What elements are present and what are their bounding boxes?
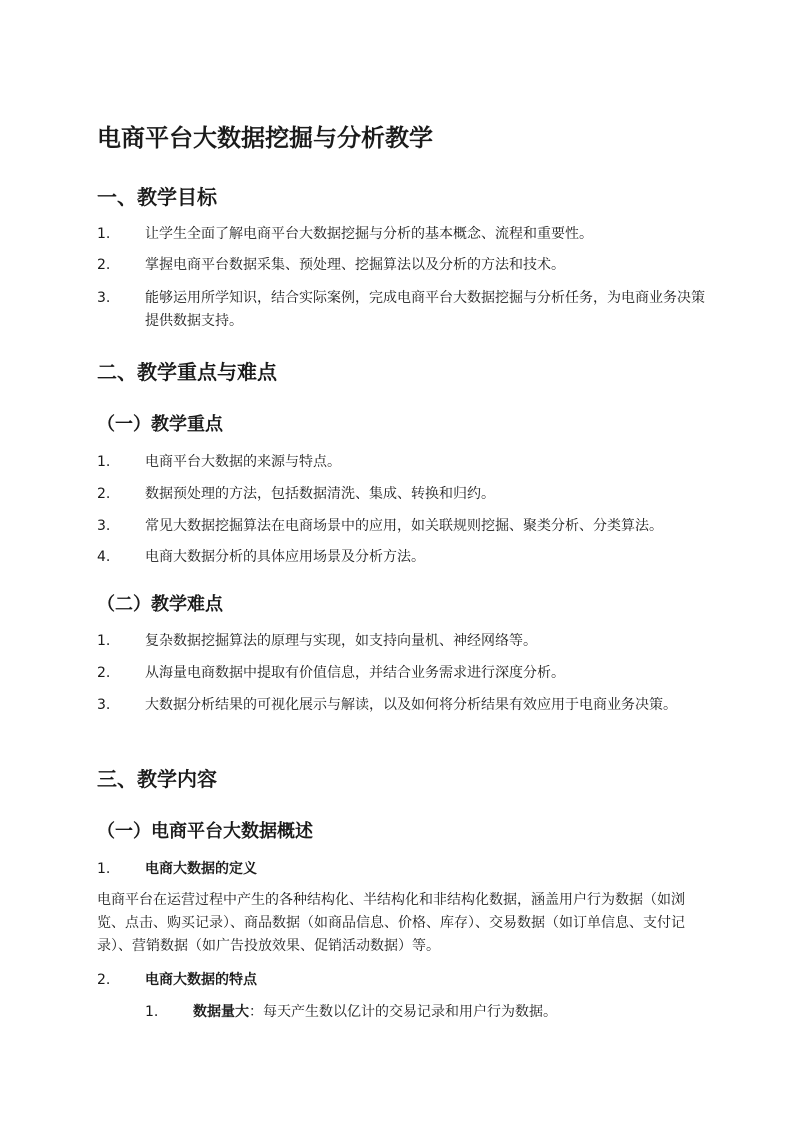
list-number: 2.: [97, 665, 111, 681]
list-number: 1.: [97, 454, 111, 470]
subsection-heading-difficulty: （二）教学难点: [97, 594, 223, 615]
list-number: 2.: [97, 257, 111, 273]
section-heading-goals: 一、教学目标: [97, 185, 217, 209]
section-heading-key-points: 二、教学重点与难点: [97, 360, 277, 384]
list-text: 复杂数据挖掘算法的原理与实现，如支持向量机、神经网络等。: [145, 633, 537, 649]
term-description: ：每天产生数以亿计的交易记录和用户行为数据。: [249, 1004, 557, 1020]
list-text: 掌握电商平台数据采集、预处理、挖掘算法以及分析的方法和技术。: [145, 257, 565, 273]
section-heading-content: 三、教学内容: [97, 767, 217, 791]
definition-paragraph: 电商平台在运营过程中产生的各种结构化、半结构化和非结构化数据，涵盖用户行为数据（如浏览、点击、购买记录）、商品数据（如商品信息、价格、库存）、交易数据（如订单信息、支付记录）、营销数据（如广告投放效果、促销活动数据）等。: [97, 892, 685, 954]
subsection-heading-overview: （一）电商平台大数据概述: [97, 821, 313, 842]
list-text: 常见大数据挖掘算法在电商场景中的应用，如关联规则挖掘、聚类分析、分类算法。: [145, 518, 663, 534]
list-number: 2.: [97, 486, 111, 502]
list-text: 电商大数据分析的具体应用场景及分析方法。: [145, 549, 425, 565]
list-number: 3.: [97, 697, 111, 713]
document-title: 电商平台大数据挖掘与分析教学: [97, 124, 433, 152]
list-text: 电商平台大数据的来源与特点。: [145, 454, 341, 470]
list-number: 2.: [97, 972, 111, 988]
list-text: [193, 1001, 703, 1024]
list-text: 大数据分析结果的可视化展示与解读，以及如何将分析结果有效应用于电商业务决策。: [145, 697, 677, 713]
list-number: 1.: [145, 1004, 159, 1020]
list-text: 让学生全面了解电商平台大数据挖掘与分析的基本概念、流程和重要性。: [145, 226, 593, 242]
list-heading-text: 电商大数据的特点: [145, 972, 257, 988]
list-text: 从海量电商数据中提取有价值信息，并结合业务需求进行深度分析。: [145, 665, 565, 681]
list-number: 3.: [97, 290, 111, 306]
list-text: 数据预处理的方法，包括数据清洗、集成、转换和归约。: [145, 486, 495, 502]
list-text: 能够运用所学知识，结合实际案例，完成电商平台大数据挖掘与分析任务，为电商业务决策提供数据支持。: [145, 290, 705, 329]
list-heading-text: 电商大数据的定义: [145, 861, 257, 877]
list-number: 4.: [97, 549, 111, 565]
term-label: 数据量大: [193, 1004, 249, 1020]
list-number: 3.: [97, 518, 111, 534]
subsection-heading-key: （一）教学重点: [97, 414, 223, 435]
list-number: 1.: [97, 226, 111, 242]
list-number: 1.: [97, 861, 111, 877]
list-number: 1.: [97, 633, 111, 649]
